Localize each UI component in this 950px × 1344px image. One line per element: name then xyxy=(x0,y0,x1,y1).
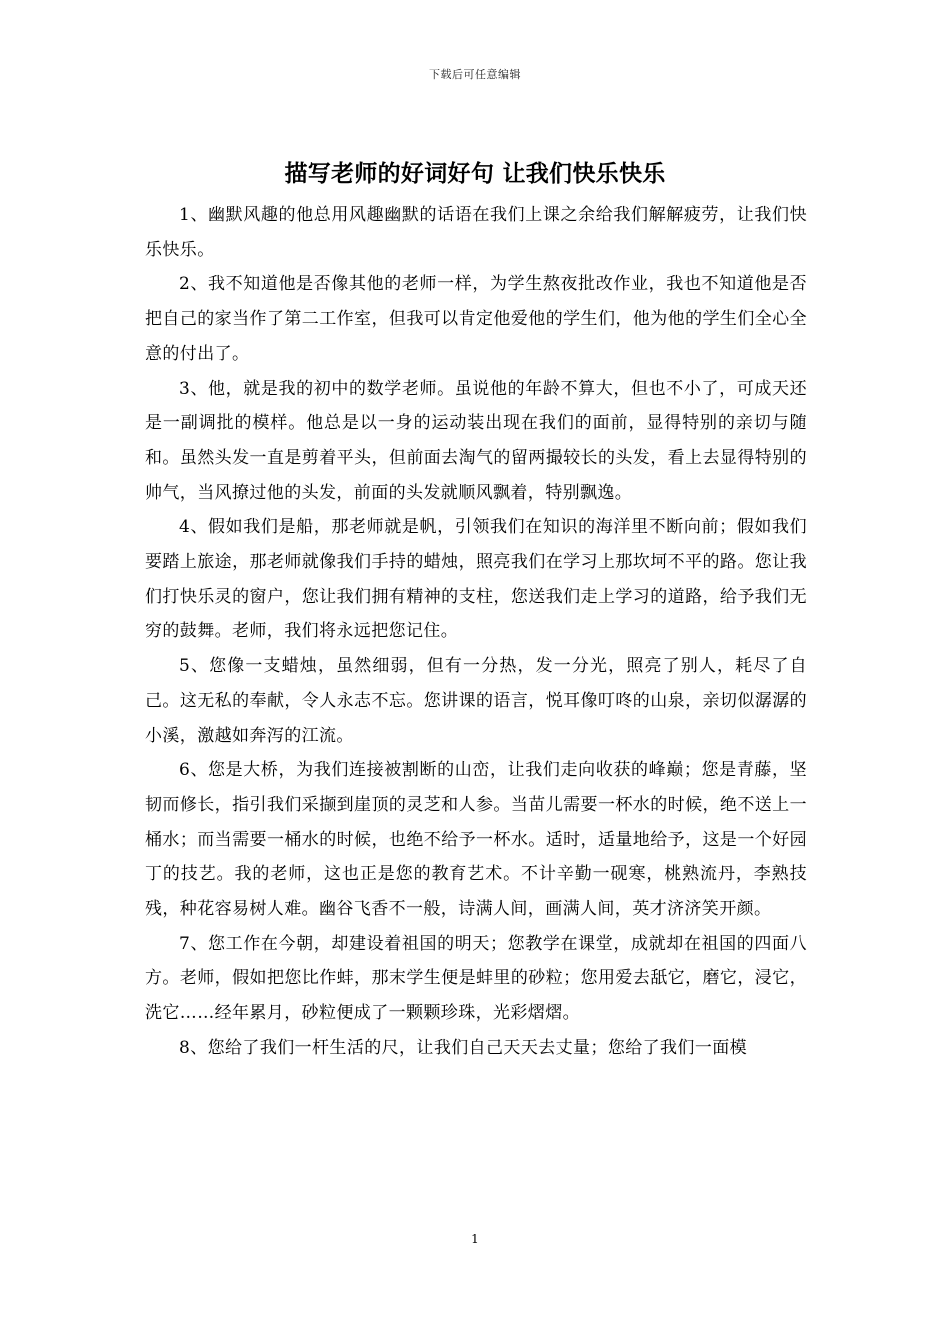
paragraph-7: 7、您工作在今朝，却建设着祖国的明天；您教学在课堂，成就却在祖国的四面八方。老师，假如把您比作蚌，那末学生便是蚌里的砂粒；您用爱去舐它，磨它，浸它，洗它……经年累月，砂粒便成了一颗颗珍珠，光彩熠熠。 xyxy=(145,933,807,1024)
paragraph-4: 4、假如我们是船，那老师就是帆，引领我们在知识的海洋里不断向前；假如我们要踏上旅途，那老师就像我们手持的蜡烛，照亮我们在学习上那坎坷不平的路。您让我们打快乐灵的窗户，您让我们拥有精神的支柱，您送我们走上学习的道路，给予我们无穷的鼓舞。老师，我们将永远把您记住。 xyxy=(145,517,807,642)
paragraph-3: 3、他，就是我的初中的数学老师。虽说他的年龄不算大，但也不小了，可成天还是一副调批的模样。他总是以一身的运动装出现在我们的面前，显得特别的亲切与随和。虽然头发一直是剪着平头，但前面去淘气的留两撮较长的头发，看上去显得特别的帅气，当风撩过他的头发，前面的头发就顺风飘着，特别飘逸。 xyxy=(145,378,807,503)
paragraph-1: 1、幽默风趣的他总用风趣幽默的话语在我们上课之余给我们解解疲劳，让我们快乐快乐。 xyxy=(145,205,807,260)
paragraph-6: 6、您是大桥，为我们连接被割断的山峦，让我们走向收获的峰巅；您是青藤，坚韧而修长，指引我们采撷到崖顶的灵芝和人参。当苗儿需要一杯水的时候，绝不送上一桶水；而当需要一桶水的时候，也绝不给予一杯水。适时，适量地给予，这是一个好园丁的技艺。我的老师，这也正是您的教育艺术。不计辛勤一砚寒，桃熟流丹，李熟技残，种花容易树人难。幽谷飞香不一般，诗满人间，画满人间，英才济济笑开颜。 xyxy=(145,760,807,920)
page-number: 1 xyxy=(471,1232,479,1246)
paragraph-8: 8、您给了我们一杆生活的尺，让我们自己天天去丈量；您给了我们一面模 xyxy=(179,1037,748,1058)
paragraph-5: 5、您像一支蜡烛，虽然细弱，但有一分热，发一分光，照亮了别人，耗尽了自己。这无私的奉献，令人永志不忘。您讲课的语言，悦耳像叮咚的山泉，亲切似潺潺的小溪，激越如奔泻的江流。 xyxy=(145,656,807,746)
paragraph-2: 2、我不知道他是否像其他的老师一样，为学生熬夜批改作业，我也不知道他是否把自己的家当作了第二工作室，但我可以肯定他爱他的学生们，他为他的学生们全心全意的付出了。 xyxy=(145,274,807,364)
body-text xyxy=(145,198,807,1066)
header-note: 下载后可任意编辑 xyxy=(429,68,521,81)
document-title: 描写老师的好词好句 让我们快乐快乐 xyxy=(284,160,666,187)
